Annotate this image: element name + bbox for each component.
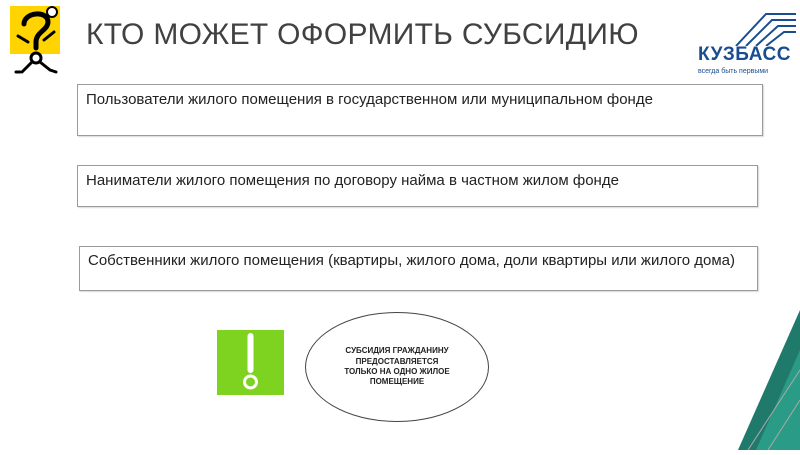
- brand-name: КУЗБАСС: [698, 44, 791, 65]
- corner-decoration: [738, 310, 800, 450]
- brand-logo: [696, 12, 798, 78]
- brand-subtitle: всегда быть первыми: [698, 68, 769, 75]
- kuzbass-logo-icon: [696, 12, 798, 46]
- text-box-owners: Собственники жилого помещения (квартиры, жилого дома, доли квартиры или жилого дома): [79, 246, 758, 291]
- question-mark-figure-icon: [8, 2, 66, 76]
- text-box-tenants: Наниматели жилого помещения по договору найма в частном жилом фонде: [77, 165, 758, 207]
- page-title: КТО МОЖЕТ ОФОРМИТЬ СУБСИДИЮ: [86, 18, 639, 51]
- exclamation-icon: [217, 330, 284, 395]
- note-text: СУБСИДИЯ ГРАЖДАНИНУ ПРЕДОСТАВЛЯЕТСЯ ТОЛЬКО НА ОДНО ЖИЛОЕ ПОМЕЩЕНИЕ: [344, 346, 450, 387]
- note-ellipse: [305, 312, 489, 422]
- text-box-users: Пользователи жилого помещения в государственном или муниципальном фонде: [77, 84, 763, 136]
